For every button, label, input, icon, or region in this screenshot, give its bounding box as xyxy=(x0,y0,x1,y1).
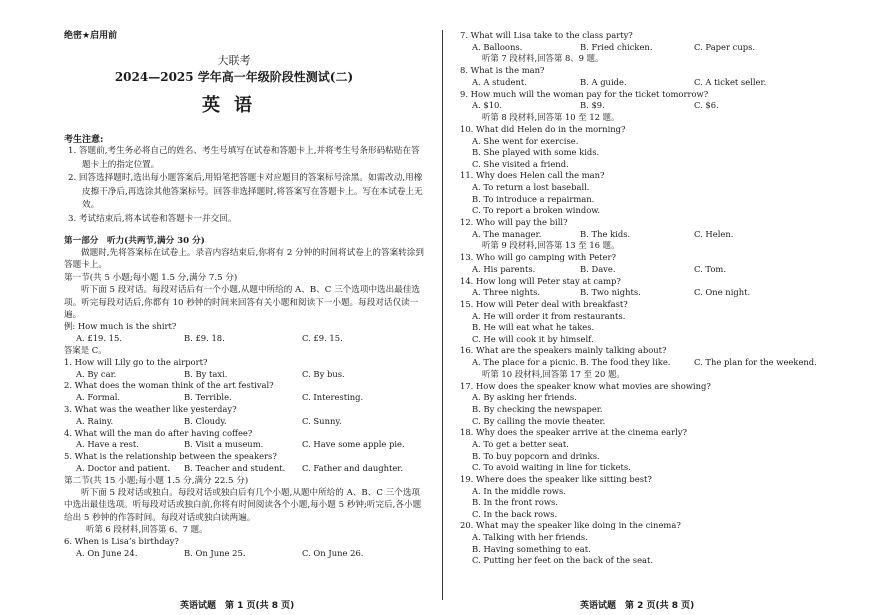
notice-item: 3. 考试结束后,将本试卷和答题卡一并交回。 xyxy=(68,213,237,224)
option: C. He will cook it by himself. xyxy=(472,333,594,344)
page-divider xyxy=(442,30,443,600)
option: C. To avoid waiting in line for tickets. xyxy=(472,462,631,473)
option: C. To report a broken window. xyxy=(472,205,601,216)
option: A. In the middle rows. xyxy=(472,485,566,496)
option: B. To introduce a repairman. xyxy=(472,193,595,204)
question-stem: 16. What are the speakers mainly talking about? xyxy=(460,345,667,356)
question-stem: 15. How will Peter deal with breakfast? xyxy=(460,298,628,309)
notice-item: 2. 回答选择题时,选出每小题答案后,用铅笔把答题卡对应题目的答案标号涂黑。如需改动,用橡皮擦干净后,再选涂其他答案标号。回答非选择题时,将答案写在答题卡上。写在本试卷上无效。 xyxy=(68,173,423,210)
passage-note: 听第 7 段材料,回答第 8、9 题。 xyxy=(482,53,604,64)
question-item xyxy=(64,428,424,452)
section2-questions xyxy=(64,536,424,560)
right-question-list xyxy=(460,30,860,567)
question-item xyxy=(460,520,860,567)
option: A. $10. xyxy=(472,100,503,111)
question-options xyxy=(460,77,860,89)
option: C. Putting her feet on the back of the seat. xyxy=(472,555,654,566)
exam-title: 2024—2025 学年高一年级阶段性测试(二) xyxy=(114,70,354,84)
option: C. £9. 15. xyxy=(302,333,343,344)
section2-intro: 听下面 5 段对话或独白。每段对话或独白后有几个小题,从题中所给的 A、B、C 三个选项中选出最佳选项。听每段对话或独白前,你将有时间阅读各个小题,每小题 5 秒钟;听完后,各小题给出 5 秒钟的作答时间。每段对话或独白读两遍。 xyxy=(64,487,422,523)
option: B. He will eat what he takes. xyxy=(472,322,595,333)
question-item xyxy=(460,345,860,368)
question-options xyxy=(64,463,424,475)
option: C. She visited a friend. xyxy=(472,158,569,169)
passage-note: 听第 10 段材料,回答第 17 至 20 题。 xyxy=(482,368,625,379)
question-options xyxy=(64,416,424,428)
section2-title: 第二节(共 15 小题;每小题 1.5 分,满分 22.5 分) xyxy=(64,475,249,486)
section2-note: 听第 6 段材料,回答第 6、7 题。 xyxy=(86,524,208,535)
question-options xyxy=(460,357,860,369)
option: B. By taxi. xyxy=(184,368,228,379)
question-item xyxy=(460,30,860,53)
question-item xyxy=(460,217,860,240)
option: C. Have some apple pie. xyxy=(302,439,405,450)
section1-title: 第一节(共 5 小题;每小题 1.5 分,满分 7.5 分) xyxy=(64,272,238,283)
option: A. By asking her friends. xyxy=(472,392,577,403)
question-options xyxy=(460,100,860,112)
option: C. Sunny. xyxy=(302,415,342,426)
question-stem: 1. How will Lily go to the airport? xyxy=(64,356,208,367)
question-stem: 18. Why does the speaker arrive at the cinema early? xyxy=(460,427,687,438)
option: B. The kids. xyxy=(580,228,631,239)
option: C. One night. xyxy=(694,287,751,298)
option: A. On June 24. xyxy=(76,547,138,558)
question-options xyxy=(64,548,424,560)
option: B. A guide. xyxy=(580,76,627,87)
question-options xyxy=(64,439,424,451)
passage-note: 听第 9 段材料,回答第 13 至 16 题。 xyxy=(482,240,620,251)
notice-heading: 考生注意: xyxy=(64,135,104,145)
question-stem: 17. How does the speaker know what movies are showing? xyxy=(460,380,711,391)
question-item xyxy=(64,357,424,381)
option: B. In the front rows. xyxy=(472,497,558,508)
option: C. By calling the movie theater. xyxy=(472,415,606,426)
option: A. Rainy. xyxy=(76,415,114,426)
option: C. Tom. xyxy=(694,263,727,274)
option: A. The place for a picnic. xyxy=(472,357,578,368)
section1-intro: 听下面 5 段对话。每段对话后有一个小题,从题中所给的 A、B、C 三个选项中选出最佳选项。听完每段对话后,你都有 10 秒钟的时间来回答有关小题和阅读下一小题。每段对话仅读一遍。 xyxy=(64,285,421,320)
question-item xyxy=(460,65,860,88)
question-item xyxy=(64,380,424,404)
option: B. Two nights. xyxy=(580,287,641,298)
subject-title: 英语 xyxy=(202,95,266,116)
option: B. Visit a museum. xyxy=(184,439,264,450)
option: B. The food they like. xyxy=(580,357,671,368)
option: C. A ticket seller. xyxy=(694,76,767,87)
option: B. $9. xyxy=(580,100,605,111)
option: B. Having something to eat. xyxy=(472,543,591,554)
question-stem: 4. What will the man do after having coffee? xyxy=(64,427,253,438)
notice-item: 1. 答题前,考生务必将自己的姓名、考生号填写在试卷和答题卡上,并将考生号条形码粘贴在答题卡上的指定位置。 xyxy=(68,146,420,170)
option: C. Paper cups. xyxy=(694,41,756,52)
question-stem: 14. How long will Peter stay at camp? xyxy=(460,275,621,286)
option: A. His parents. xyxy=(472,263,536,274)
question-stem: 10. What did Helen do in the morning? xyxy=(460,123,626,134)
option: C. In the back rows. xyxy=(472,508,558,519)
question-options xyxy=(64,392,424,404)
option: C. By bus. xyxy=(302,368,345,379)
question-stem: 7. What will Lisa take to the class party? xyxy=(460,30,633,40)
question-item xyxy=(460,299,860,346)
option: C. Father and daughter. xyxy=(302,462,404,473)
question-stem: 9. How much will the woman pay for the ticket tomorrow? xyxy=(460,88,709,99)
part1-title: 第一部分 听力(共两节,满分 30 分) xyxy=(64,236,205,246)
question-options xyxy=(460,229,860,241)
page-footer-1: 英语试题 第 1 页(共 8 页) xyxy=(180,601,295,611)
option: C. On June 26. xyxy=(302,547,364,558)
question-options xyxy=(460,264,860,276)
option: C. Helen. xyxy=(694,228,734,239)
option: B. Terrible. xyxy=(184,392,232,403)
question-stem: 3. What was the weather like yesterday? xyxy=(64,403,237,414)
option: C. Interesting. xyxy=(302,392,364,403)
question-stem: 5. What is the relationship between the speakers? xyxy=(64,451,277,462)
part1-intro: 做题时,先将答案标在试卷上。录音内容结束后,你将有 2 分钟的时间将试卷上的答案转涂到答题卡上。 xyxy=(64,248,424,271)
question-stem: 13. Who will go camping with Peter? xyxy=(460,252,617,263)
question-item xyxy=(460,170,860,217)
question-item xyxy=(64,451,424,475)
exam-organizer: 大联考 xyxy=(217,54,251,67)
question-item xyxy=(460,427,860,474)
option: A. To get a better seat. xyxy=(472,439,569,450)
option: B. To buy popcorn and drinks. xyxy=(472,450,600,461)
option: A. A student. xyxy=(472,76,527,87)
exam-header xyxy=(44,53,424,118)
notice-list xyxy=(64,145,424,226)
option: B. She played with some kids. xyxy=(472,147,600,158)
secret-mark: 绝密★启用前 xyxy=(64,31,118,41)
option: C. The plan for the weekend. xyxy=(694,357,817,368)
question-item xyxy=(460,124,860,171)
option: A. To return a lost baseball. xyxy=(472,182,590,193)
question-options xyxy=(64,369,424,381)
option: A. Three nights. xyxy=(472,287,541,298)
option: B. Dave. xyxy=(580,263,616,274)
example-options xyxy=(64,333,424,345)
question-item xyxy=(460,381,860,428)
question-item xyxy=(64,404,424,428)
option: A. Doctor and patient. xyxy=(76,462,171,473)
right-page xyxy=(446,0,870,615)
option: A. Talking with her friends. xyxy=(472,532,588,543)
question-item xyxy=(460,276,860,299)
option: B. £9. 18. xyxy=(184,333,225,344)
option: A. The manager. xyxy=(472,228,542,239)
option: C. $6. xyxy=(694,100,719,111)
option: B. Cloudy. xyxy=(184,415,227,426)
option: A. Balloons. xyxy=(472,41,523,52)
question-item xyxy=(64,536,424,560)
example-answer: 答案是 C。 xyxy=(64,344,107,355)
option: A. Have a rest. xyxy=(76,439,139,450)
question-stem: 20. What may the speaker like doing in the cinema? xyxy=(460,520,681,531)
option: A. By car. xyxy=(76,368,117,379)
option: B. Fried chicken. xyxy=(580,41,653,52)
option: A. Formal. xyxy=(76,392,121,403)
question-stem: 6. When is Lisa’s birthday? xyxy=(64,536,179,546)
example-question: 例: How much is the shirt? xyxy=(64,321,177,332)
question-stem: 8. What is the man? xyxy=(460,65,545,76)
page-footer-2: 英语试题 第 2 页(共 8 页) xyxy=(580,601,695,611)
option: A. He will order it from restaurants. xyxy=(472,310,626,321)
left-page xyxy=(0,0,434,615)
question-stem: 12. Who will pay the bill? xyxy=(460,216,568,227)
option: B. By checking the newspaper. xyxy=(472,404,603,415)
option: A. £19. 15. xyxy=(76,333,123,344)
question-item xyxy=(460,252,860,275)
question-stem: 19. Where does the speaker like sitting best? xyxy=(460,473,652,484)
question-options xyxy=(460,287,860,299)
question-item xyxy=(460,474,860,521)
question-stem: 2. What does the woman think of the art festival? xyxy=(64,380,274,391)
option: A. She went for exercise. xyxy=(472,135,579,146)
question-options xyxy=(460,42,860,54)
option: B. On June 25. xyxy=(184,547,246,558)
question-stem: 11. Why does Helen call the man? xyxy=(460,170,605,181)
option: B. Teacher and student. xyxy=(184,462,286,473)
section1-questions xyxy=(64,357,424,475)
question-item xyxy=(460,89,860,112)
passage-note: 听第 8 段材料,回答第 10 至 12 题。 xyxy=(482,111,620,122)
